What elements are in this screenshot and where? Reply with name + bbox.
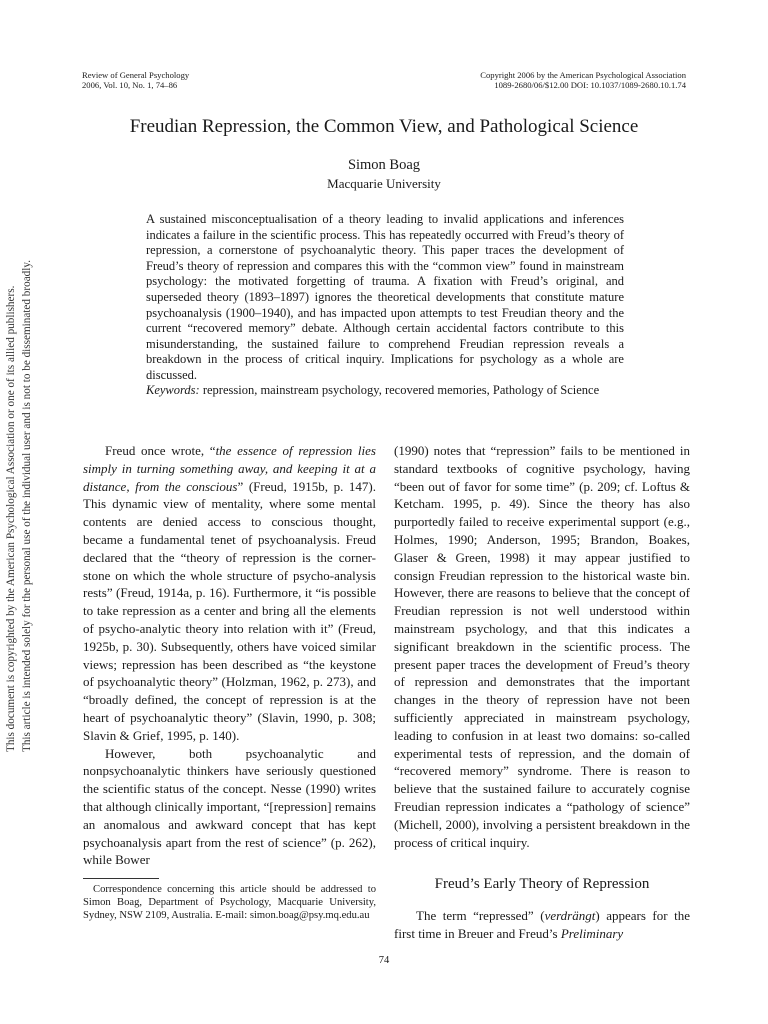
correspondence-footnote — [83, 884, 376, 922]
left-paragraph-2: However, both psychoanalytic and nonpsychoanalytic thinkers have seriously questioned the scientific status of the concept. Nesse (1990) writes that although clinically important, “[repression] remains an anomalous and awkward concept that has kept psychoanalysis apart from the rest of science” (p. 262), while Bower — [83, 745, 376, 868]
journal-header — [82, 70, 189, 90]
copyright-notice — [3, 232, 35, 752]
right-column-continued — [394, 907, 690, 943]
copyright-header — [480, 70, 686, 90]
left-p1-rest: ” (Freud, 1915b, p. 147). This dynamic view of mentality, where some mental contents are denied access to conscious thought, became a fundamental tenet of psychoanalysis. Freud declared that the “theory of repression is the corner-stone on which the whole structure of psycho-analysis rests” (Freud, 1914a, p. 16). Furthermore, it “is possible to take repression as a center and bring all the elements of psycho-analytic theory into relation with it” (Freud, 1925b, p. 30). Subsequently, others have voiced similar views; repression has been described as “the keystone of psychoanalytic theory” (Holzman, 1962, p. 273), and “broadly defined, the concept of repression is at the heart of psychoanalytic theory” (Slavin, 1990, p. 308; Slavin & Grief, 1995, p. 140). — [83, 478, 376, 743]
doi-line: 1089-2680/06/$12.00 DOI: 10.1037/1089-2680.10.1.74 — [494, 80, 686, 90]
copyright-line: Copyright 2006 by the American Psychological Association — [480, 70, 686, 80]
author-affiliation: Macquarie University — [327, 176, 441, 191]
article-title: Freudian Repression, the Common View, and Pathological Science — [129, 116, 639, 137]
abstract: A sustained misconceptualisation of a theory leading to invalid applications and inferences indicates a failure in the scientific process. This has repeatedly occurred with Freud’s theory of repression, a cornerstone of psychoanalytic theory. This paper traces the development of Freud’s theory of repression and compares this with the “common view” found in mainstream psychology: the motivated forgetting of trauma. A fixation with Freud’s original, and superseded theory (1893–1897) ignores the theoretical developments that constitute mature psychoanalysis (1900–1940), and has impacted upon attempts to test Freudian theory and the current “recovered memory” debate. Although certain accidental factors contribute to this misunderstanding, the sustained failure to comprehend Freudian repression reveals a breakdown in the process of critical inquiry. Implications for psychology as a whole are discussed. — [146, 212, 624, 382]
left-column — [83, 442, 376, 869]
copyright-notice-line1: This document is copyrighted by the American Psychological Association or one of its allied publishers. — [5, 285, 17, 752]
right-p2-start: The term “repressed” ( — [416, 908, 545, 923]
keywords-label: Keywords: — [146, 383, 200, 397]
right-p2-title: Preliminary — [560, 925, 624, 941]
page-number: 74 — [378, 955, 390, 966]
journal-volume: 2006, Vol. 10, No. 1, 74–86 — [82, 80, 178, 90]
section-heading: Freud’s Early Theory of Repression — [434, 876, 650, 892]
left-p1-quote: the essence of repression lies simply in turning something away, and keeping it at a distance, from the conscious — [83, 443, 376, 494]
footnote-rule — [83, 878, 159, 879]
keywords-text: repression, mainstream psychology, recovered memories, Pathology of Science — [202, 383, 600, 397]
right-p2-mid: ) appears for the first time in Breuer and Freud’s — [394, 908, 690, 941]
author-name: Simon Boag — [347, 157, 421, 173]
left-p1-start: Freud once wrote, “ — [105, 443, 216, 458]
left-paragraph-1 — [83, 442, 376, 745]
footnote-text: Correspondence concerning this article should be addressed to Simon Boag, Department of Psychology, Macquarie University, Sydney, NSW 2109, Australia. E-mail: simon.boag@psy.mq.edu.au — [83, 884, 376, 921]
journal-name: Review of General Psychology — [82, 70, 190, 80]
right-column — [394, 442, 690, 851]
keywords — [146, 383, 624, 399]
right-paragraph-2 — [394, 907, 690, 943]
right-paragraph-1: (1990) notes that “repression” fails to be mentioned in standard textbooks of cognitive psychology, having “been out of favor for some time” (p. 209; cf. Loftus & Ketcham. 1995, p. 49). Since the theory has also purportedly failed to receive experimental support (e.g., Holmes, 1990; Anderson, 1995; Brandon, Boakes, Glaser & Green, 1998) it may appear justified to consign Freudian repression to the historical waste bin. However, there are reasons to believe that the concept of Freudian repression is not well understood within mainstream psychology, and that this indicates a significant breakdown in the scientific process. The present paper traces the development of Freud’s theory of repression and demonstrates that the important changes in the theory of repression have not been sufficiently appreciated in mainstream psychology, leading to confusion in at least two domains: so-called experimental tests of repression, and the domain of “recovered memory” syndrome. There is reason to believe that the sustained failure to accurately cognise Freudian repression indicates a “pathology of science” (Michell, 2000), involving a persistent breakdown in the process of critical inquiry. — [394, 443, 690, 850]
copyright-notice-line2: This article is intended solely for the personal use of the individual user and is not to be disseminated broadly. — [21, 259, 33, 752]
right-p2-term: verdrängt — [544, 908, 596, 923]
